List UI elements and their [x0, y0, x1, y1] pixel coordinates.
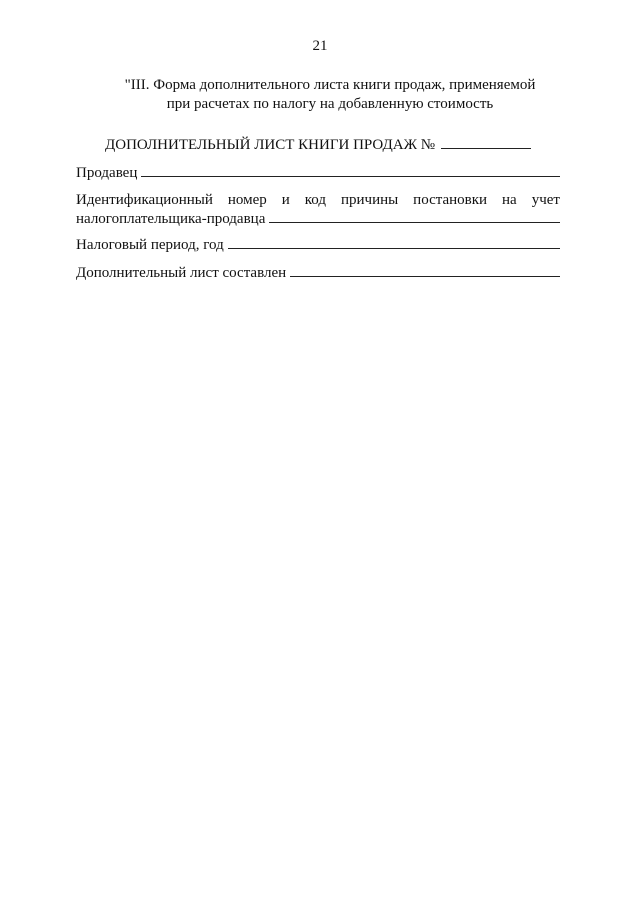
- inn-kpp-label-line-2: налогоплательщика-продавца: [76, 211, 266, 227]
- section-heading: [60, 76, 600, 114]
- form-title-text: ДОПОЛНИТЕЛЬНЫЙ ЛИСТ КНИГИ ПРОДАЖ №: [105, 137, 436, 153]
- inn-word: учет: [531, 192, 560, 208]
- inn-kpp-field: [76, 191, 560, 229]
- seller-blank: [141, 164, 560, 177]
- inn-word: и: [281, 192, 290, 208]
- heading-line-2: при расчетах по налогу на добавленную стоимость: [166, 96, 494, 112]
- seller-label: Продавец: [76, 165, 138, 181]
- compiled-label: Дополнительный лист составлен: [76, 265, 287, 281]
- seller-field: [76, 164, 560, 183]
- inn-word: причины: [340, 192, 399, 208]
- compiled-date-field: [76, 264, 560, 283]
- tax-period-blank: [228, 236, 560, 249]
- inn-word: постановки: [413, 192, 488, 208]
- compiled-blank: [290, 264, 560, 277]
- inn-kpp-blank: [269, 210, 560, 223]
- form-title: [105, 136, 531, 154]
- tax-period-label: Налоговый период, год: [76, 237, 224, 253]
- page-number: 21: [312, 38, 328, 54]
- heading-line-1: "III. Форма дополнительного листа книги продаж, применяемой: [124, 77, 536, 93]
- tax-period-field: [76, 236, 560, 255]
- inn-word: номер: [227, 192, 267, 208]
- inn-word: на: [502, 192, 517, 208]
- inn-word: код: [304, 192, 326, 208]
- inn-kpp-label-line-1: [76, 191, 560, 210]
- inn-word: Идентификационный: [76, 192, 213, 208]
- sheet-number-blank: [441, 136, 531, 149]
